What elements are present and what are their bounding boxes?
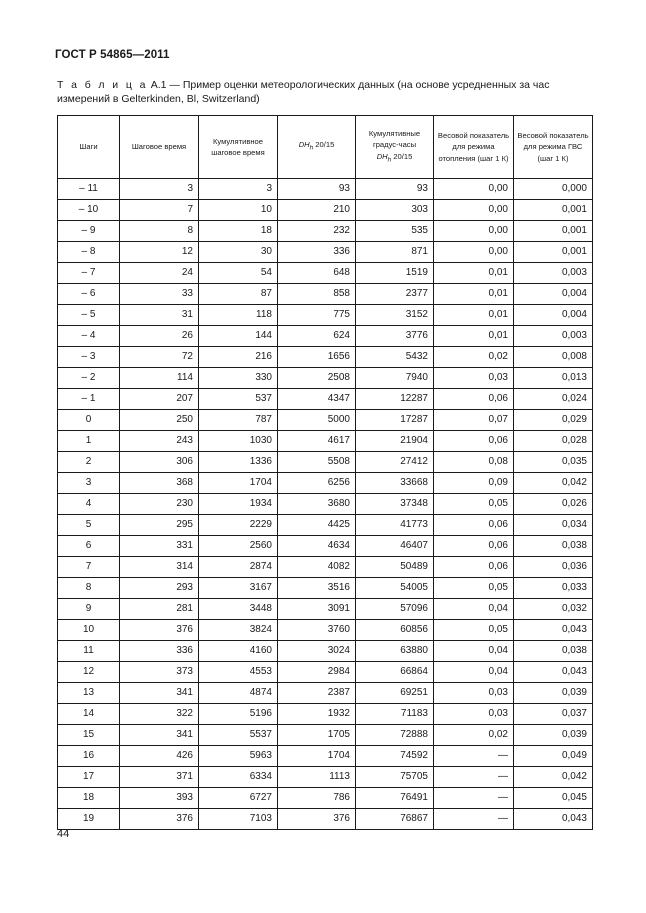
header-cumulative-degree-hours bbox=[356, 116, 434, 179]
cell-step-time: 322 bbox=[120, 704, 199, 725]
header-degree-hours bbox=[278, 116, 356, 179]
table-header-row bbox=[58, 116, 593, 179]
table-row bbox=[58, 641, 593, 662]
table-row bbox=[58, 620, 593, 641]
cell-cumulative-degree-hours: 54005 bbox=[356, 578, 434, 599]
table-row bbox=[58, 578, 593, 599]
cell-cumulative-degree-hours: 3152 bbox=[356, 305, 434, 326]
table-row bbox=[58, 221, 593, 242]
cell-weight-hot-water: 0,045 bbox=[514, 788, 593, 809]
cell-cumulative-degree-hours: 303 bbox=[356, 200, 434, 221]
cell-step-time: 373 bbox=[120, 662, 199, 683]
cell-cumulative-degree-hours: 57096 bbox=[356, 599, 434, 620]
cell-step-time: 376 bbox=[120, 620, 199, 641]
table-row bbox=[58, 452, 593, 473]
cell-cumulative-step-time: 6334 bbox=[199, 767, 278, 788]
cell-weight-heating: 0,00 bbox=[434, 221, 514, 242]
table-row bbox=[58, 410, 593, 431]
cell-cumulative-degree-hours: 63880 bbox=[356, 641, 434, 662]
cell-weight-heating: 0,08 bbox=[434, 452, 514, 473]
cell-cumulative-degree-hours: 535 bbox=[356, 221, 434, 242]
cell-weight-hot-water: 0,001 bbox=[514, 200, 593, 221]
cell-step: 15 bbox=[58, 725, 120, 746]
cell-cumulative-degree-hours: 75705 bbox=[356, 767, 434, 788]
table-row bbox=[58, 683, 593, 704]
cell-degree-hours: 1113 bbox=[278, 767, 356, 788]
cell-cumulative-step-time: 4553 bbox=[199, 662, 278, 683]
cell-degree-hours: 1932 bbox=[278, 704, 356, 725]
cell-weight-heating: — bbox=[434, 788, 514, 809]
cell-weight-hot-water: 0,035 bbox=[514, 452, 593, 473]
cell-step: 0 bbox=[58, 410, 120, 431]
cell-cumulative-step-time: 2560 bbox=[199, 536, 278, 557]
cell-weight-hot-water: 0,003 bbox=[514, 263, 593, 284]
cell-step-time: 426 bbox=[120, 746, 199, 767]
cell-step: 9 bbox=[58, 599, 120, 620]
cell-cumulative-step-time: 3167 bbox=[199, 578, 278, 599]
cell-step-time: 376 bbox=[120, 809, 199, 830]
cell-step-time: 114 bbox=[120, 368, 199, 389]
cell-weight-hot-water: 0,028 bbox=[514, 431, 593, 452]
table-row bbox=[58, 284, 593, 305]
cell-cumulative-step-time: 87 bbox=[199, 284, 278, 305]
cell-degree-hours: 2387 bbox=[278, 683, 356, 704]
table-caption-text: А.1 — Пример оценки метеорологических данных (на основе усредненных за час измерений в Gelterkinden, Bl, Switzerland) bbox=[57, 79, 550, 105]
cell-step: 14 bbox=[58, 704, 120, 725]
cell-cumulative-degree-hours: 60856 bbox=[356, 620, 434, 641]
cell-weight-heating: 0,06 bbox=[434, 431, 514, 452]
cell-degree-hours: 624 bbox=[278, 326, 356, 347]
cell-cumulative-degree-hours: 5432 bbox=[356, 347, 434, 368]
cell-step-time: 293 bbox=[120, 578, 199, 599]
cell-step: – 7 bbox=[58, 263, 120, 284]
table-caption-prefix: Т а б л и ц а bbox=[57, 79, 148, 91]
cell-weight-heating: — bbox=[434, 767, 514, 788]
cell-weight-hot-water: 0,001 bbox=[514, 221, 593, 242]
cell-weight-hot-water: 0,026 bbox=[514, 494, 593, 515]
cell-weight-hot-water: 0,024 bbox=[514, 389, 593, 410]
cell-cumulative-degree-hours: 76867 bbox=[356, 809, 434, 830]
cell-cumulative-step-time: 787 bbox=[199, 410, 278, 431]
table-body bbox=[58, 179, 593, 830]
cell-cumulative-step-time: 2229 bbox=[199, 515, 278, 536]
cell-weight-hot-water: 0,043 bbox=[514, 662, 593, 683]
cell-degree-hours: 4082 bbox=[278, 557, 356, 578]
cell-cumulative-step-time: 4160 bbox=[199, 641, 278, 662]
page-number: 44 bbox=[57, 828, 70, 840]
cell-weight-heating: 0,01 bbox=[434, 326, 514, 347]
cell-cumulative-step-time: 30 bbox=[199, 242, 278, 263]
cell-degree-hours: 786 bbox=[278, 788, 356, 809]
cell-cumulative-degree-hours: 3776 bbox=[356, 326, 434, 347]
cell-cumulative-step-time: 5196 bbox=[199, 704, 278, 725]
cell-step: 3 bbox=[58, 473, 120, 494]
cell-step-time: 371 bbox=[120, 767, 199, 788]
cell-degree-hours: 93 bbox=[278, 179, 356, 200]
cell-degree-hours: 232 bbox=[278, 221, 356, 242]
cell-degree-hours: 5000 bbox=[278, 410, 356, 431]
cell-cumulative-step-time: 1934 bbox=[199, 494, 278, 515]
cell-cumulative-step-time: 216 bbox=[199, 347, 278, 368]
cell-cumulative-step-time: 6727 bbox=[199, 788, 278, 809]
cell-weight-heating: 0,03 bbox=[434, 368, 514, 389]
cell-step-time: 341 bbox=[120, 683, 199, 704]
table-row bbox=[58, 368, 593, 389]
cell-degree-hours: 1704 bbox=[278, 746, 356, 767]
cell-cumulative-degree-hours: 93 bbox=[356, 179, 434, 200]
header-steps: Шаги bbox=[58, 116, 120, 179]
cell-step: 11 bbox=[58, 641, 120, 662]
cell-weight-heating: 0,04 bbox=[434, 599, 514, 620]
cell-cumulative-step-time: 4874 bbox=[199, 683, 278, 704]
cell-weight-hot-water: 0,008 bbox=[514, 347, 593, 368]
cell-cumulative-degree-hours: 17287 bbox=[356, 410, 434, 431]
cell-step: 6 bbox=[58, 536, 120, 557]
cell-cumulative-step-time: 330 bbox=[199, 368, 278, 389]
cell-cumulative-degree-hours: 2377 bbox=[356, 284, 434, 305]
cell-weight-heating: 0,04 bbox=[434, 662, 514, 683]
cell-weight-hot-water: 0,043 bbox=[514, 620, 593, 641]
cell-step: – 8 bbox=[58, 242, 120, 263]
cell-weight-heating: 0,05 bbox=[434, 494, 514, 515]
table-row bbox=[58, 389, 593, 410]
cell-cumulative-step-time: 5537 bbox=[199, 725, 278, 746]
cell-step-time: 26 bbox=[120, 326, 199, 347]
cell-weight-hot-water: 0,034 bbox=[514, 515, 593, 536]
cell-weight-hot-water: 0,049 bbox=[514, 746, 593, 767]
table-row bbox=[58, 809, 593, 830]
cell-cumulative-step-time: 5963 bbox=[199, 746, 278, 767]
cell-degree-hours: 1705 bbox=[278, 725, 356, 746]
cell-weight-heating: 0,06 bbox=[434, 389, 514, 410]
cell-weight-heating: 0,06 bbox=[434, 515, 514, 536]
cell-step: 18 bbox=[58, 788, 120, 809]
cell-step-time: 12 bbox=[120, 242, 199, 263]
cell-step: 19 bbox=[58, 809, 120, 830]
cell-cumulative-step-time: 1336 bbox=[199, 452, 278, 473]
cell-degree-hours: 1656 bbox=[278, 347, 356, 368]
cell-cumulative-step-time: 3448 bbox=[199, 599, 278, 620]
cell-degree-hours: 858 bbox=[278, 284, 356, 305]
cell-degree-hours: 4617 bbox=[278, 431, 356, 452]
cell-weight-hot-water: 0,032 bbox=[514, 599, 593, 620]
cell-weight-hot-water: 0,039 bbox=[514, 725, 593, 746]
cell-step-time: 207 bbox=[120, 389, 199, 410]
cell-weight-heating: 0,00 bbox=[434, 242, 514, 263]
cell-degree-hours: 2508 bbox=[278, 368, 356, 389]
cell-step: 13 bbox=[58, 683, 120, 704]
cell-degree-hours: 3024 bbox=[278, 641, 356, 662]
cell-cumulative-step-time: 1030 bbox=[199, 431, 278, 452]
cell-cumulative-step-time: 10 bbox=[199, 200, 278, 221]
cell-weight-hot-water: 0,033 bbox=[514, 578, 593, 599]
table-row bbox=[58, 305, 593, 326]
table-row bbox=[58, 326, 593, 347]
cell-step-time: 281 bbox=[120, 599, 199, 620]
header-cumulative-dh-suffix: 20/15 bbox=[391, 151, 413, 161]
cell-cumulative-step-time: 18 bbox=[199, 221, 278, 242]
cell-cumulative-degree-hours: 37348 bbox=[356, 494, 434, 515]
cell-cumulative-step-time: 3 bbox=[199, 179, 278, 200]
table-row bbox=[58, 515, 593, 536]
header-degree-hours-suffix: 20/15 bbox=[313, 140, 335, 150]
cell-cumulative-step-time: 2874 bbox=[199, 557, 278, 578]
cell-weight-heating: 0,01 bbox=[434, 263, 514, 284]
cell-step: – 1 bbox=[58, 389, 120, 410]
cell-weight-hot-water: 0,037 bbox=[514, 704, 593, 725]
table-row bbox=[58, 347, 593, 368]
table-row bbox=[58, 599, 593, 620]
cell-degree-hours: 376 bbox=[278, 809, 356, 830]
cell-step-time: 243 bbox=[120, 431, 199, 452]
table-row bbox=[58, 788, 593, 809]
header-degree-hours-symbol: DH bbox=[298, 140, 310, 150]
cell-weight-heating: 0,09 bbox=[434, 473, 514, 494]
cell-step-time: 24 bbox=[120, 263, 199, 284]
cell-degree-hours: 3516 bbox=[278, 578, 356, 599]
table-caption bbox=[57, 79, 597, 106]
cell-weight-hot-water: 0,000 bbox=[514, 179, 593, 200]
cell-degree-hours: 3091 bbox=[278, 599, 356, 620]
cell-weight-heating: 0,03 bbox=[434, 683, 514, 704]
cell-degree-hours: 2984 bbox=[278, 662, 356, 683]
cell-step-time: 7 bbox=[120, 200, 199, 221]
table-row bbox=[58, 536, 593, 557]
cell-weight-heating: 0,00 bbox=[434, 179, 514, 200]
cell-weight-heating: 0,07 bbox=[434, 410, 514, 431]
cell-step: 16 bbox=[58, 746, 120, 767]
cell-weight-heating: — bbox=[434, 809, 514, 830]
cell-weight-hot-water: 0,043 bbox=[514, 809, 593, 830]
cell-weight-heating: 0,01 bbox=[434, 284, 514, 305]
header-cumulative-step-time: Кумулятивное шаговое время bbox=[199, 116, 278, 179]
cell-weight-heating: 0,03 bbox=[434, 704, 514, 725]
cell-step: – 5 bbox=[58, 305, 120, 326]
cell-weight-heating: 0,06 bbox=[434, 557, 514, 578]
cell-cumulative-degree-hours: 74592 bbox=[356, 746, 434, 767]
cell-step-time: 72 bbox=[120, 347, 199, 368]
cell-step: 12 bbox=[58, 662, 120, 683]
header-cumulative-degree-hours-label: Кумулятивные градус-часы bbox=[368, 128, 421, 150]
cell-step-time: 31 bbox=[120, 305, 199, 326]
table-row bbox=[58, 200, 593, 221]
cell-weight-hot-water: 0,004 bbox=[514, 305, 593, 326]
cell-weight-hot-water: 0,029 bbox=[514, 410, 593, 431]
cell-cumulative-degree-hours: 33668 bbox=[356, 473, 434, 494]
table-row bbox=[58, 263, 593, 284]
cell-degree-hours: 3760 bbox=[278, 620, 356, 641]
cell-step-time: 250 bbox=[120, 410, 199, 431]
cell-cumulative-degree-hours: 871 bbox=[356, 242, 434, 263]
cell-step: 8 bbox=[58, 578, 120, 599]
cell-degree-hours: 4425 bbox=[278, 515, 356, 536]
cell-step-time: 341 bbox=[120, 725, 199, 746]
cell-weight-hot-water: 0,042 bbox=[514, 767, 593, 788]
cell-degree-hours: 210 bbox=[278, 200, 356, 221]
cell-step: 5 bbox=[58, 515, 120, 536]
cell-weight-hot-water: 0,042 bbox=[514, 473, 593, 494]
cell-degree-hours: 4347 bbox=[278, 389, 356, 410]
cell-step-time: 33 bbox=[120, 284, 199, 305]
cell-weight-heating: 0,04 bbox=[434, 641, 514, 662]
cell-weight-heating: — bbox=[434, 746, 514, 767]
table-row bbox=[58, 242, 593, 263]
cell-cumulative-step-time: 537 bbox=[199, 389, 278, 410]
cell-weight-heating: 0,05 bbox=[434, 620, 514, 641]
cell-step: – 9 bbox=[58, 221, 120, 242]
cell-step: 17 bbox=[58, 767, 120, 788]
cell-cumulative-degree-hours: 12287 bbox=[356, 389, 434, 410]
cell-step: 2 bbox=[58, 452, 120, 473]
table-row bbox=[58, 557, 593, 578]
cell-step: – 6 bbox=[58, 284, 120, 305]
cell-cumulative-degree-hours: 50489 bbox=[356, 557, 434, 578]
cell-step-time: 368 bbox=[120, 473, 199, 494]
cell-step: 4 bbox=[58, 494, 120, 515]
meteorological-data-table bbox=[57, 115, 593, 830]
header-step-time: Шаговое время bbox=[120, 116, 199, 179]
cell-cumulative-step-time: 3824 bbox=[199, 620, 278, 641]
cell-step: – 4 bbox=[58, 326, 120, 347]
cell-weight-hot-water: 0,004 bbox=[514, 284, 593, 305]
cell-cumulative-degree-hours: 27412 bbox=[356, 452, 434, 473]
cell-step-time: 393 bbox=[120, 788, 199, 809]
table-row bbox=[58, 704, 593, 725]
header-weight-hot-water: Весовой показатель для режима ГВС (шаг 1 К) bbox=[514, 116, 593, 179]
cell-cumulative-step-time: 118 bbox=[199, 305, 278, 326]
document-header: ГОСТ Р 54865—2011 bbox=[55, 49, 170, 61]
cell-step: – 10 bbox=[58, 200, 120, 221]
table-row bbox=[58, 431, 593, 452]
cell-step-time: 336 bbox=[120, 641, 199, 662]
cell-weight-hot-water: 0,001 bbox=[514, 242, 593, 263]
table-row bbox=[58, 662, 593, 683]
cell-cumulative-degree-hours: 7940 bbox=[356, 368, 434, 389]
cell-cumulative-degree-hours: 66864 bbox=[356, 662, 434, 683]
header-cumulative-dh-sub: h bbox=[387, 156, 392, 164]
cell-step-time: 331 bbox=[120, 536, 199, 557]
cell-weight-heating: 0,02 bbox=[434, 725, 514, 746]
cell-step: – 3 bbox=[58, 347, 120, 368]
cell-cumulative-degree-hours: 21904 bbox=[356, 431, 434, 452]
cell-cumulative-step-time: 1704 bbox=[199, 473, 278, 494]
cell-cumulative-step-time: 54 bbox=[199, 263, 278, 284]
cell-degree-hours: 5508 bbox=[278, 452, 356, 473]
cell-weight-hot-water: 0,039 bbox=[514, 683, 593, 704]
cell-weight-hot-water: 0,013 bbox=[514, 368, 593, 389]
cell-degree-hours: 4634 bbox=[278, 536, 356, 557]
cell-cumulative-degree-hours: 1519 bbox=[356, 263, 434, 284]
cell-weight-hot-water: 0,003 bbox=[514, 326, 593, 347]
cell-step-time: 314 bbox=[120, 557, 199, 578]
cell-cumulative-degree-hours: 76491 bbox=[356, 788, 434, 809]
cell-step: 7 bbox=[58, 557, 120, 578]
cell-step-time: 295 bbox=[120, 515, 199, 536]
header-weight-heating: Весовой показатель для режима отопления (шаг 1 К) bbox=[434, 116, 514, 179]
cell-step-time: 8 bbox=[120, 221, 199, 242]
cell-step: 1 bbox=[58, 431, 120, 452]
cell-weight-hot-water: 0,038 bbox=[514, 641, 593, 662]
cell-cumulative-degree-hours: 41773 bbox=[356, 515, 434, 536]
table-row bbox=[58, 767, 593, 788]
cell-degree-hours: 3680 bbox=[278, 494, 356, 515]
cell-degree-hours: 775 bbox=[278, 305, 356, 326]
cell-weight-hot-water: 0,038 bbox=[514, 536, 593, 557]
cell-weight-heating: 0,01 bbox=[434, 305, 514, 326]
header-cumulative-dh-symbol: DH bbox=[376, 151, 388, 161]
table-row bbox=[58, 725, 593, 746]
cell-weight-heating: 0,06 bbox=[434, 536, 514, 557]
cell-degree-hours: 648 bbox=[278, 263, 356, 284]
cell-cumulative-degree-hours: 69251 bbox=[356, 683, 434, 704]
cell-step: – 11 bbox=[58, 179, 120, 200]
header-degree-hours-sub: h bbox=[309, 145, 314, 152]
cell-step-time: 306 bbox=[120, 452, 199, 473]
cell-cumulative-degree-hours: 46407 bbox=[356, 536, 434, 557]
cell-step-time: 230 bbox=[120, 494, 199, 515]
cell-weight-heating: 0,00 bbox=[434, 200, 514, 221]
cell-cumulative-degree-hours: 72888 bbox=[356, 725, 434, 746]
cell-degree-hours: 6256 bbox=[278, 473, 356, 494]
cell-step-time: 3 bbox=[120, 179, 199, 200]
cell-step: 10 bbox=[58, 620, 120, 641]
cell-weight-hot-water: 0,036 bbox=[514, 557, 593, 578]
cell-degree-hours: 336 bbox=[278, 242, 356, 263]
cell-weight-heating: 0,02 bbox=[434, 347, 514, 368]
cell-cumulative-degree-hours: 71183 bbox=[356, 704, 434, 725]
table-row bbox=[58, 746, 593, 767]
table-row bbox=[58, 179, 593, 200]
cell-weight-heating: 0,05 bbox=[434, 578, 514, 599]
table-row bbox=[58, 473, 593, 494]
table-row bbox=[58, 494, 593, 515]
cell-step: – 2 bbox=[58, 368, 120, 389]
cell-cumulative-step-time: 144 bbox=[199, 326, 278, 347]
cell-cumulative-step-time: 7103 bbox=[199, 809, 278, 830]
